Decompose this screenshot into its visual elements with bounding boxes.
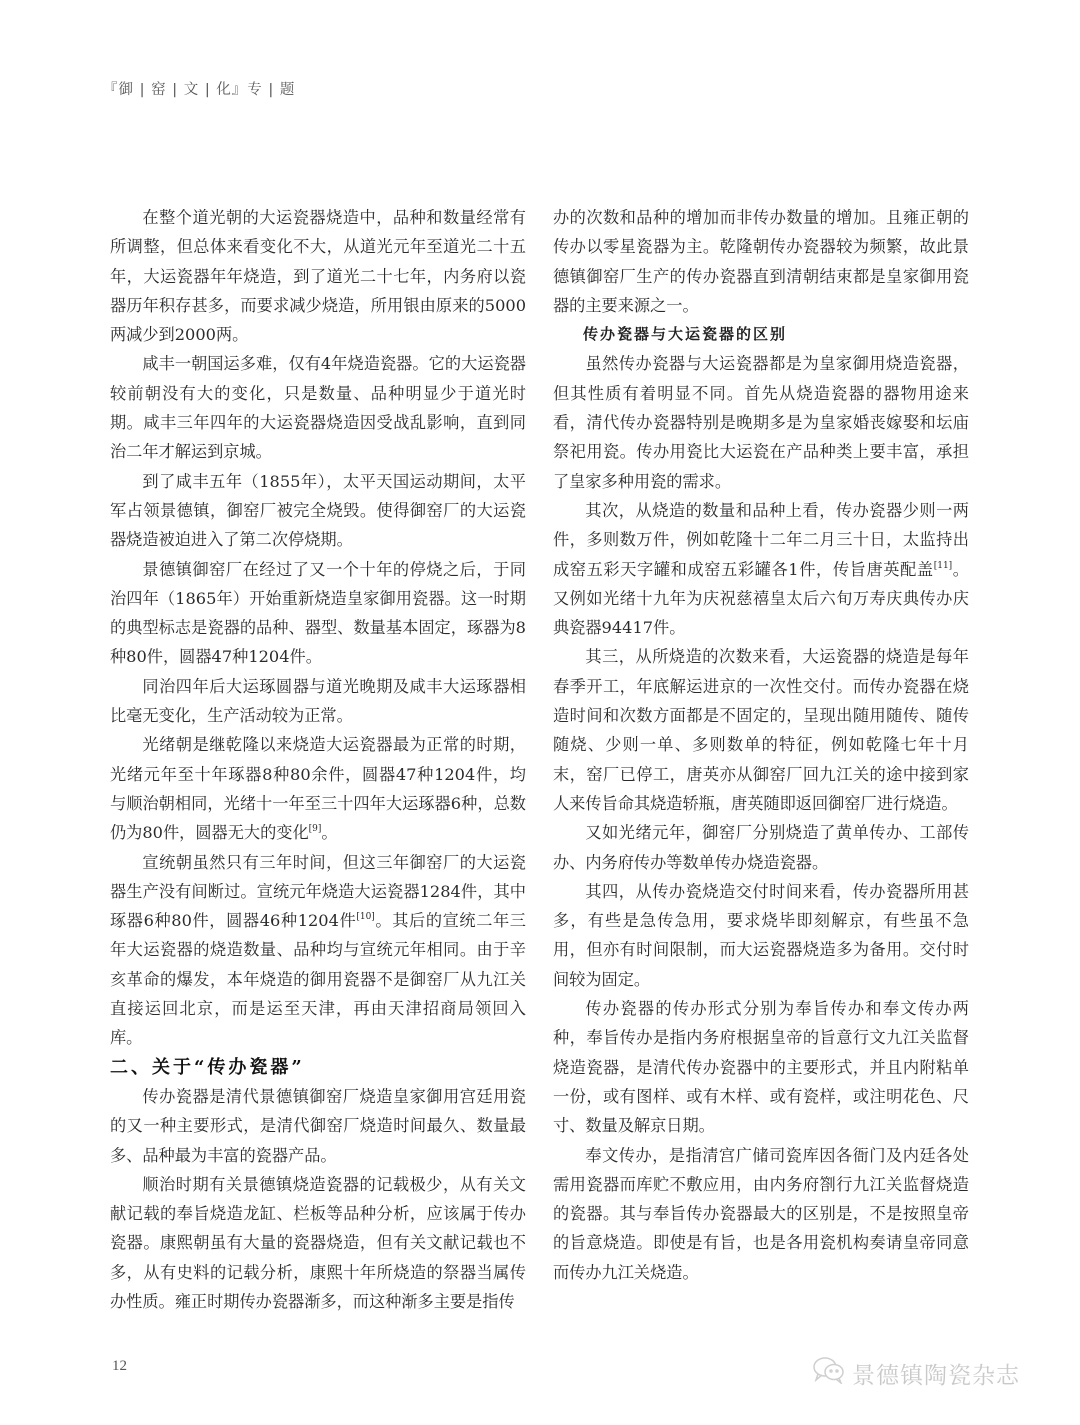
paragraph-text: 到了咸丰五年（1855年），太平天国运动期间，太平军占领景德镇，御窑厂被完全烧毁。使得御窑厂的大运瓷器烧造被迫进入了第二次停烧期。 — [110, 471, 526, 550]
section-heading — [110, 1053, 526, 1082]
paragraph — [553, 877, 969, 994]
running-head: 『御 | 窑 | 文 | 化』专 | 题 — [103, 82, 296, 98]
paragraph — [110, 672, 526, 731]
subsection-heading — [553, 320, 969, 349]
watermark-text: 景德镇陶瓷杂志 — [852, 1362, 1020, 1389]
paragraph — [110, 467, 526, 555]
paragraph — [553, 642, 969, 818]
paragraph-text: 虽然传办瓷器与大运瓷器都是为皇家御用烧造瓷器，但其性质有着明显不同。首先从烧造瓷器的器物用途来看，清代传办瓷器特别是晚期多是为皇家婚丧嫁娶和坛庙祭祀用瓷。传办用瓷比大运瓷在产品种类上要丰富，承担了皇家多种用瓷的需求。 — [553, 354, 969, 491]
right-column — [553, 203, 969, 1287]
paragraph-text: 其三，从所烧造的次数来看，大运瓷器的烧造是每年春季开工，年底解运进京的一次性交付。而传办瓷器在烧造时间和次数方面都是不固定的，呈现出随用随传、随传随烧、少则一单、多则数单的特征，例如乾隆七年十月末，窑厂已停工，唐英亦从御窑厂回九江关的途中接到家人来传旨命其烧造轿瓶，唐英随即返回御窑厂进行烧造。 — [553, 647, 969, 813]
citation-ref: [9] — [308, 824, 322, 835]
paragraph — [110, 848, 526, 1053]
paragraph — [553, 818, 969, 877]
paragraph-text: 在整个道光朝的大运瓷器烧造中，品种和数量经常有所调整，但总体来看变化不大，从道光元年至道光二十五年，大运瓷器年年烧造，到了道光二十七年，内务府以瓷器历年积存甚多，而要求减少烧造，所用银由原来的5000两减少到2000两。 — [110, 208, 526, 345]
paragraph — [553, 203, 969, 320]
paragraph-text: 办的次数和品种的增加而非传办数量的增加。且雍正朝的传办以零星瓷器为主。乾隆朝传办瓷器较为频繁，故此景德镇御窑厂生产的传办瓷器直到清朝结束都是皇家御用瓷器的主要来源之一。 — [553, 208, 969, 315]
paragraph — [553, 349, 969, 495]
paragraph — [110, 730, 526, 847]
paragraph-text: 。其后的宣统二年三年大运瓷器的烧造数量、品种均与宣统元年相同。由于辛亥革命的爆发，本年烧造的御用瓷器不是御窑厂从九江关直接运回北京，而是运至天津，再由天津招商局领回入库。 — [110, 911, 526, 1048]
paragraph-text: 。又例如光绪十九年为庆祝慈禧皇太后六旬万寿庆典传办庆典瓷器94417件。 — [553, 559, 969, 638]
paragraph — [553, 496, 969, 642]
page-number: 12 — [112, 1358, 127, 1374]
paragraph-text: 同治四年后大运琢圆器与道光晚期及咸丰大运琢器相比毫无变化，生产活动较为正常。 — [110, 676, 526, 726]
paragraph-text: 传办瓷器的传办形式分别为奉旨传办和奉文传办两种，奉旨传办是指内务府根据皇帝的旨意行文九江关监督烧造瓷器，是清代传办瓷器中的主要形式，并且内附粘单一份，或有图样、或有木样、或有瓷样，或注明花色、尺寸、数量及解京日期。 — [553, 999, 969, 1136]
paragraph — [110, 555, 526, 672]
paragraph-text: 传办瓷器与大运瓷器的区别 — [583, 325, 788, 344]
paragraph-text: 景德镇御窑厂在经过了又一个十年的停烧之后，于同治四年（1865年）开始重新烧造皇家御用瓷器。这一时期的典型标志是瓷器的品种、器型、数量基本固定，琢器为8种80件，圆器47种1204件。 — [110, 559, 526, 667]
paragraph-text: 传办瓷器是清代景德镇御窑厂烧造皇家御用宫廷用瓷的又一种主要形式，是清代御窑厂烧造时间最久、数量最多、品种最为丰富的瓷器产品。 — [110, 1086, 526, 1165]
paragraph-text: 其次，从烧造的数量和品种上看，传办瓷器少则一两件，多则数万件，例如乾隆十二年二月三十日，太监持出成窑五彩天字罐和成窑五彩罐各1件，传旨唐英配盖 — [553, 500, 969, 579]
left-column — [110, 203, 526, 1316]
paragraph-text: 又如光绪元年，御窑厂分别烧造了黄单传办、工部传办、内务府传办等数单传办烧造瓷器。 — [553, 823, 969, 872]
paragraph — [110, 349, 526, 466]
paragraph — [553, 1141, 969, 1287]
paragraph-text: 二、关于“传办瓷器” — [110, 1056, 305, 1078]
paragraph-text: 光绪朝是继乾隆以来烧造大运瓷器最为正常的时期，光绪元年至十年琢器8种80余件，圆器47种1204件，均与顺治朝相同，光绪十一年至三十四年大运琢器6种，总数仍为80件，圆器无大的变化 — [110, 735, 526, 843]
citation-ref: [10] — [356, 912, 375, 923]
paragraph-text: 宣统朝虽然只有三年时间，但这三年御窑厂的大运瓷器生产没有间断过。宣统元年烧造大运瓷器1284件，其中琢器6种80件，圆器46种1204件 — [110, 852, 526, 931]
paragraph-text: 顺治时期有关景德镇烧造瓷器的记载极少，从有关文献记载的奉旨烧造龙缸、栏板等品种分析，应该属于传办瓷器。康熙朝虽有大量的瓷器烧造，但有关文献记载也不多，从有史料的记载分析，康熙十年所烧造的祭器当属传办性质。雍正时期传办瓷器渐多，而这种渐多主要是指传 — [110, 1174, 526, 1311]
wechat-icon — [812, 1356, 846, 1390]
watermark — [812, 1356, 1020, 1390]
paragraph — [110, 1170, 526, 1316]
paragraph-text: 咸丰一朝国运多难，仅有4年烧造瓷器。它的大运瓷器较前朝没有大的变化，只是数量、品种明显少于道光时期。咸丰三年四年的大运瓷器烧造因受战乱影响，直到同治二年才解运到京城。 — [110, 354, 526, 462]
paragraph — [110, 1082, 526, 1170]
paragraph-text: 。 — [321, 823, 338, 843]
paragraph-text: 奉文传办，是指清宫广储司瓷库因各衙门及内廷各处需用瓷器而库贮不敷应用，由内务府劄行九江关监督烧造的瓷器。其与奉旨传办瓷器最大的区别是，不是按照皇帝的旨意烧造。即使是有旨，也是各用瓷机构奏请皇帝同意而传办九江关烧造。 — [553, 1145, 969, 1282]
paragraph-text: 其四，从传办瓷烧造交付时间来看，传办瓷器所用甚多，有些是急传急用，要求烧毕即刻解京，有些虽不急用，但亦有时间限制，而大运瓷器烧造多为备用。交付时间较为固定。 — [553, 881, 969, 989]
paragraph — [110, 203, 526, 349]
citation-ref: [11] — [933, 560, 953, 571]
paragraph — [553, 994, 969, 1140]
